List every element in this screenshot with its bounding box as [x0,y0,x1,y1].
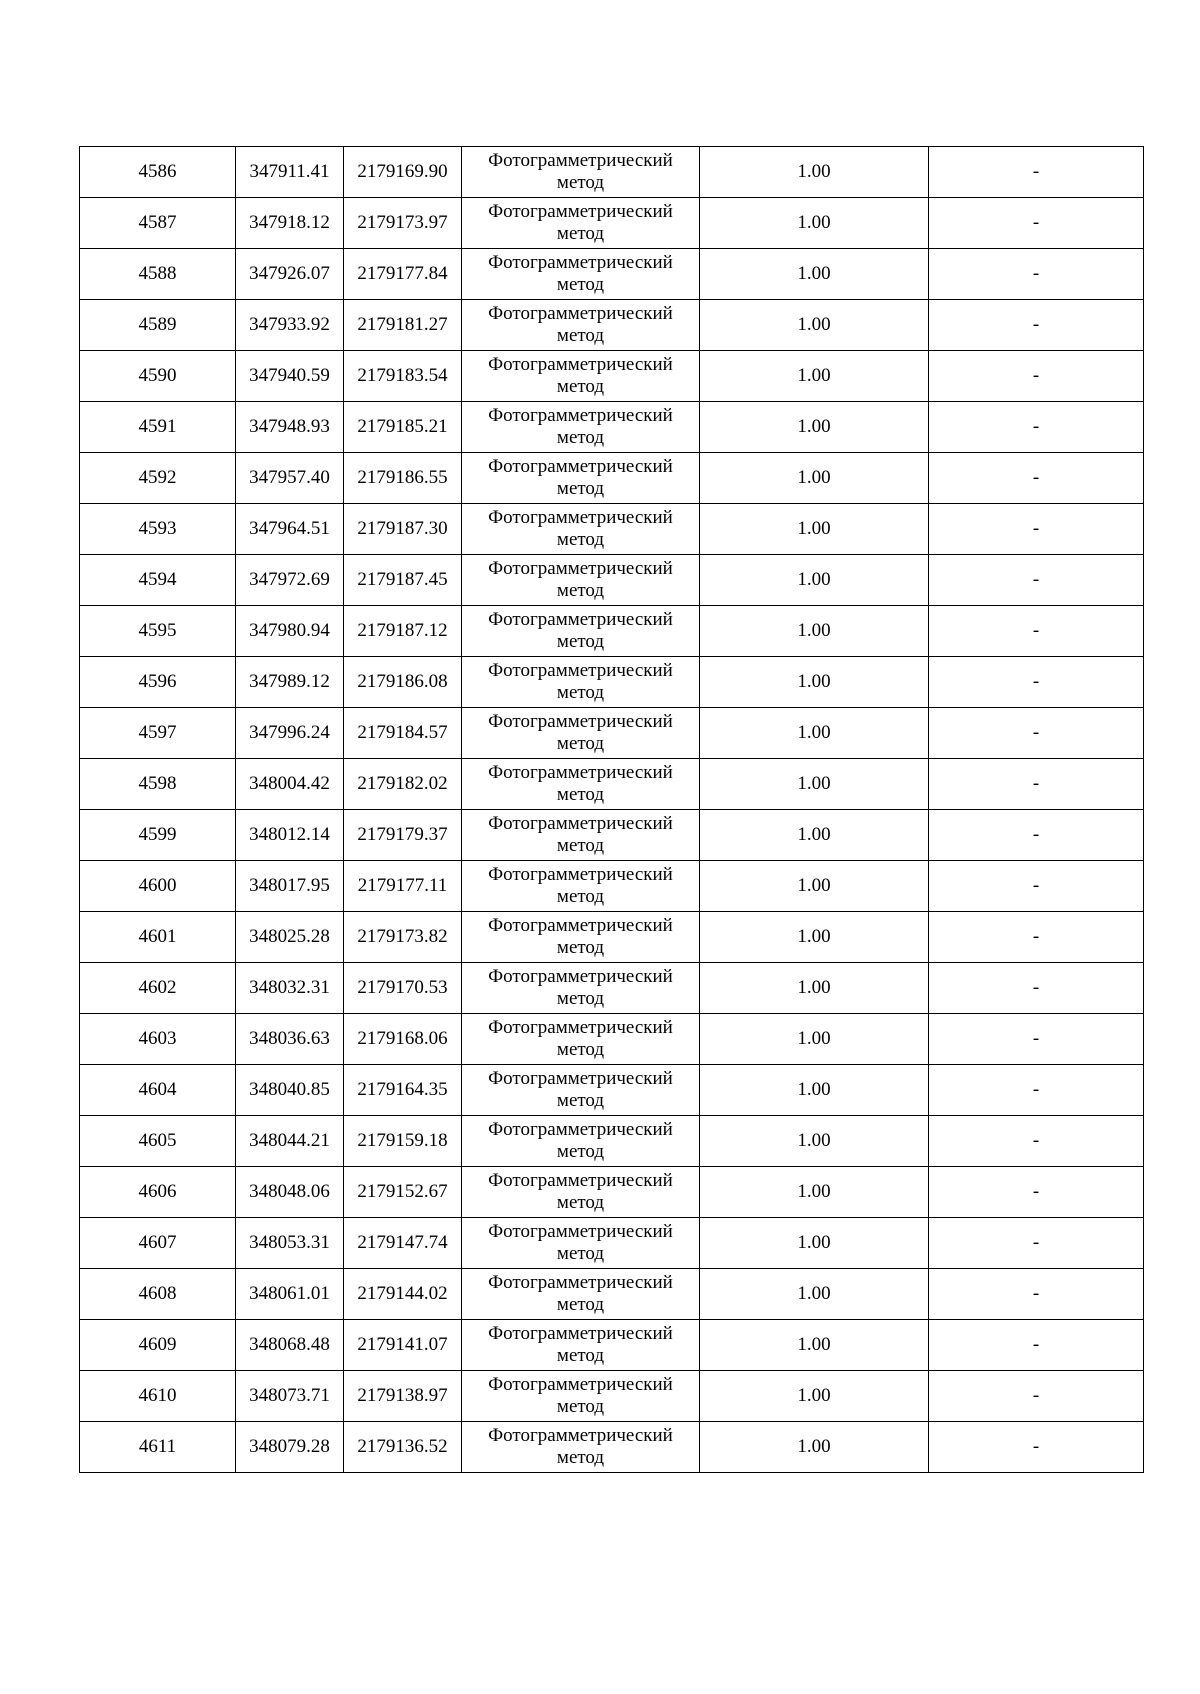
method-line-1: Фотограмметрический [488,915,673,936]
method-cell [462,708,700,759]
method-cell [462,198,700,249]
point-number-cell: 4602 [80,963,236,1014]
x-coordinate-cell: 348053.31 [236,1218,344,1269]
table-row [80,606,1144,657]
method-cell [462,657,700,708]
note-cell: - [929,198,1144,249]
x-coordinate-cell: 348036.63 [236,1014,344,1065]
table-row [80,657,1144,708]
note-cell: - [929,1371,1144,1422]
accuracy-cell: 1.00 [700,300,929,351]
method-line-2: метод [556,1345,605,1366]
table-row [80,351,1144,402]
y-coordinate-cell: 2179177.11 [344,861,462,912]
method-line-2: метод [556,937,605,958]
point-number-cell: 4592 [80,453,236,504]
method-line-2: метод [556,325,605,346]
x-coordinate-cell: 348048.06 [236,1167,344,1218]
x-coordinate-cell: 347957.40 [236,453,344,504]
method-line-2: метод [556,1192,605,1213]
method-cell [462,759,700,810]
method-line-1: Фотограмметрический [488,660,673,681]
accuracy-cell: 1.00 [700,555,929,606]
method-cell [462,147,700,198]
y-coordinate-cell: 2179169.90 [344,147,462,198]
point-number-cell: 4610 [80,1371,236,1422]
accuracy-cell: 1.00 [700,402,929,453]
note-cell: - [929,759,1144,810]
method-line-2: метод [556,376,605,397]
accuracy-cell: 1.00 [700,198,929,249]
method-cell [462,453,700,504]
method-cell [462,300,700,351]
accuracy-cell: 1.00 [700,1065,929,1116]
note-cell: - [929,249,1144,300]
point-number-cell: 4590 [80,351,236,402]
y-coordinate-cell: 2179173.97 [344,198,462,249]
method-cell [462,1065,700,1116]
method-line-2: метод [556,784,605,805]
y-coordinate-cell: 2179183.54 [344,351,462,402]
note-cell: - [929,504,1144,555]
accuracy-cell: 1.00 [700,759,929,810]
method-line-1: Фотограмметрический [488,354,673,375]
y-coordinate-cell: 2179186.55 [344,453,462,504]
table-row [80,1116,1144,1167]
table-row [80,249,1144,300]
note-cell: - [929,1422,1144,1473]
point-number-cell: 4601 [80,912,236,963]
x-coordinate-cell: 347911.41 [236,147,344,198]
accuracy-cell: 1.00 [700,1371,929,1422]
table-body [80,147,1144,1473]
table-row [80,963,1144,1014]
point-number-cell: 4599 [80,810,236,861]
accuracy-cell: 1.00 [700,351,929,402]
method-cell [462,963,700,1014]
method-line-1: Фотограмметрический [488,864,673,885]
note-cell: - [929,1065,1144,1116]
method-line-2: метод [556,1039,605,1060]
method-line-1: Фотограмметрический [488,1017,673,1038]
y-coordinate-cell: 2179136.52 [344,1422,462,1473]
method-cell [462,1422,700,1473]
y-coordinate-cell: 2179177.84 [344,249,462,300]
accuracy-cell: 1.00 [700,249,929,300]
method-line-1: Фотограмметрический [488,1068,673,1089]
method-line-2: метод [556,631,605,652]
method-line-2: метод [556,1141,605,1162]
coordinates-table [79,146,1144,1473]
method-cell [462,555,700,606]
note-cell: - [929,1320,1144,1371]
method-line-1: Фотограмметрический [488,966,673,987]
note-cell: - [929,402,1144,453]
table-row [80,504,1144,555]
method-line-1: Фотограмметрический [488,252,673,273]
x-coordinate-cell: 348004.42 [236,759,344,810]
note-cell: - [929,351,1144,402]
y-coordinate-cell: 2179173.82 [344,912,462,963]
point-number-cell: 4587 [80,198,236,249]
x-coordinate-cell: 348079.28 [236,1422,344,1473]
x-coordinate-cell: 347948.93 [236,402,344,453]
table-row [80,147,1144,198]
method-cell [462,249,700,300]
accuracy-cell: 1.00 [700,1116,929,1167]
note-cell: - [929,708,1144,759]
table-row [80,1065,1144,1116]
method-cell [462,1116,700,1167]
method-cell [462,504,700,555]
method-line-2: метод [556,580,605,601]
method-cell [462,810,700,861]
y-coordinate-cell: 2179159.18 [344,1116,462,1167]
accuracy-cell: 1.00 [700,1269,929,1320]
method-line-2: метод [556,988,605,1009]
y-coordinate-cell: 2179182.02 [344,759,462,810]
y-coordinate-cell: 2179152.67 [344,1167,462,1218]
method-line-1: Фотограмметрический [488,813,673,834]
method-line-1: Фотограмметрический [488,558,673,579]
point-number-cell: 4606 [80,1167,236,1218]
accuracy-cell: 1.00 [700,1218,929,1269]
x-coordinate-cell: 347940.59 [236,351,344,402]
x-coordinate-cell: 347926.07 [236,249,344,300]
method-line-1: Фотограмметрический [488,1323,673,1344]
table-row [80,810,1144,861]
method-line-1: Фотограмметрический [488,711,673,732]
table-row [80,1422,1144,1473]
point-number-cell: 4605 [80,1116,236,1167]
x-coordinate-cell: 347980.94 [236,606,344,657]
x-coordinate-cell: 347918.12 [236,198,344,249]
point-number-cell: 4586 [80,147,236,198]
method-cell [462,1218,700,1269]
method-line-2: метод [556,529,605,550]
method-line-2: метод [556,733,605,754]
method-cell [462,606,700,657]
note-cell: - [929,1014,1144,1065]
y-coordinate-cell: 2179179.37 [344,810,462,861]
table-row [80,759,1144,810]
y-coordinate-cell: 2179144.02 [344,1269,462,1320]
method-cell [462,402,700,453]
x-coordinate-cell: 347996.24 [236,708,344,759]
y-coordinate-cell: 2179147.74 [344,1218,462,1269]
note-cell: - [929,147,1144,198]
table-row [80,1371,1144,1422]
accuracy-cell: 1.00 [700,912,929,963]
method-line-1: Фотограмметрический [488,405,673,426]
method-line-2: метод [556,1090,605,1111]
table-row [80,1014,1144,1065]
note-cell: - [929,912,1144,963]
x-coordinate-cell: 348040.85 [236,1065,344,1116]
y-coordinate-cell: 2179168.06 [344,1014,462,1065]
point-number-cell: 4588 [80,249,236,300]
table-row [80,300,1144,351]
point-number-cell: 4594 [80,555,236,606]
x-coordinate-cell: 348012.14 [236,810,344,861]
method-cell [462,1269,700,1320]
note-cell: - [929,1218,1144,1269]
table-row [80,555,1144,606]
method-cell [462,1371,700,1422]
method-cell [462,1167,700,1218]
y-coordinate-cell: 2179185.21 [344,402,462,453]
method-line-1: Фотограмметрический [488,456,673,477]
y-coordinate-cell: 2179184.57 [344,708,462,759]
note-cell: - [929,300,1144,351]
method-cell [462,861,700,912]
method-line-1: Фотограмметрический [488,1425,673,1446]
table-row [80,1320,1144,1371]
y-coordinate-cell: 2179186.08 [344,657,462,708]
note-cell: - [929,453,1144,504]
method-cell [462,1320,700,1371]
method-cell [462,912,700,963]
point-number-cell: 4604 [80,1065,236,1116]
method-line-1: Фотограмметрический [488,1272,673,1293]
y-coordinate-cell: 2179187.30 [344,504,462,555]
table-row [80,912,1144,963]
method-line-2: метод [556,427,605,448]
method-line-1: Фотограмметрический [488,609,673,630]
accuracy-cell: 1.00 [700,1422,929,1473]
method-line-1: Фотограмметрический [488,150,673,171]
note-cell: - [929,1269,1144,1320]
method-line-1: Фотограмметрический [488,1119,673,1140]
accuracy-cell: 1.00 [700,657,929,708]
note-cell: - [929,606,1144,657]
method-line-2: метод [556,478,605,499]
x-coordinate-cell: 347964.51 [236,504,344,555]
x-coordinate-cell: 347989.12 [236,657,344,708]
note-cell: - [929,963,1144,1014]
table-row [80,1167,1144,1218]
y-coordinate-cell: 2179181.27 [344,300,462,351]
y-coordinate-cell: 2179170.53 [344,963,462,1014]
point-number-cell: 4598 [80,759,236,810]
x-coordinate-cell: 348025.28 [236,912,344,963]
y-coordinate-cell: 2179187.12 [344,606,462,657]
method-line-2: метод [556,886,605,907]
x-coordinate-cell: 348017.95 [236,861,344,912]
note-cell: - [929,810,1144,861]
y-coordinate-cell: 2179138.97 [344,1371,462,1422]
method-line-1: Фотограмметрический [488,303,673,324]
y-coordinate-cell: 2179164.35 [344,1065,462,1116]
method-line-1: Фотограмметрический [488,1374,673,1395]
y-coordinate-cell: 2179187.45 [344,555,462,606]
point-number-cell: 4596 [80,657,236,708]
point-number-cell: 4600 [80,861,236,912]
x-coordinate-cell: 347972.69 [236,555,344,606]
accuracy-cell: 1.00 [700,1320,929,1371]
method-line-2: метод [556,1396,605,1417]
accuracy-cell: 1.00 [700,606,929,657]
x-coordinate-cell: 347933.92 [236,300,344,351]
note-cell: - [929,861,1144,912]
accuracy-cell: 1.00 [700,504,929,555]
point-number-cell: 4591 [80,402,236,453]
method-line-2: метод [556,1243,605,1264]
table-row [80,1269,1144,1320]
point-number-cell: 4608 [80,1269,236,1320]
method-line-2: метод [556,835,605,856]
method-cell [462,351,700,402]
accuracy-cell: 1.00 [700,861,929,912]
table-row [80,708,1144,759]
point-number-cell: 4603 [80,1014,236,1065]
point-number-cell: 4593 [80,504,236,555]
accuracy-cell: 1.00 [700,1014,929,1065]
note-cell: - [929,1116,1144,1167]
x-coordinate-cell: 348061.01 [236,1269,344,1320]
method-line-2: метод [556,682,605,703]
method-line-2: метод [556,1447,605,1468]
x-coordinate-cell: 348032.31 [236,963,344,1014]
method-line-2: метод [556,1294,605,1315]
point-number-cell: 4589 [80,300,236,351]
accuracy-cell: 1.00 [700,810,929,861]
method-cell [462,1014,700,1065]
point-number-cell: 4607 [80,1218,236,1269]
accuracy-cell: 1.00 [700,963,929,1014]
method-line-2: метод [556,274,605,295]
method-line-2: метод [556,172,605,193]
table-row [80,453,1144,504]
note-cell: - [929,1167,1144,1218]
point-number-cell: 4611 [80,1422,236,1473]
method-line-1: Фотограмметрический [488,762,673,783]
x-coordinate-cell: 348068.48 [236,1320,344,1371]
accuracy-cell: 1.00 [700,708,929,759]
table-row [80,1218,1144,1269]
table-row [80,198,1144,249]
table-row [80,861,1144,912]
point-number-cell: 4609 [80,1320,236,1371]
x-coordinate-cell: 348044.21 [236,1116,344,1167]
note-cell: - [929,555,1144,606]
method-line-1: Фотограмметрический [488,1221,673,1242]
point-number-cell: 4595 [80,606,236,657]
y-coordinate-cell: 2179141.07 [344,1320,462,1371]
method-line-1: Фотограмметрический [488,507,673,528]
table-row [80,402,1144,453]
accuracy-cell: 1.00 [700,453,929,504]
note-cell: - [929,657,1144,708]
x-coordinate-cell: 348073.71 [236,1371,344,1422]
method-line-1: Фотограмметрический [488,201,673,222]
method-line-2: метод [556,223,605,244]
accuracy-cell: 1.00 [700,1167,929,1218]
point-number-cell: 4597 [80,708,236,759]
method-line-1: Фотограмметрический [488,1170,673,1191]
accuracy-cell: 1.00 [700,147,929,198]
